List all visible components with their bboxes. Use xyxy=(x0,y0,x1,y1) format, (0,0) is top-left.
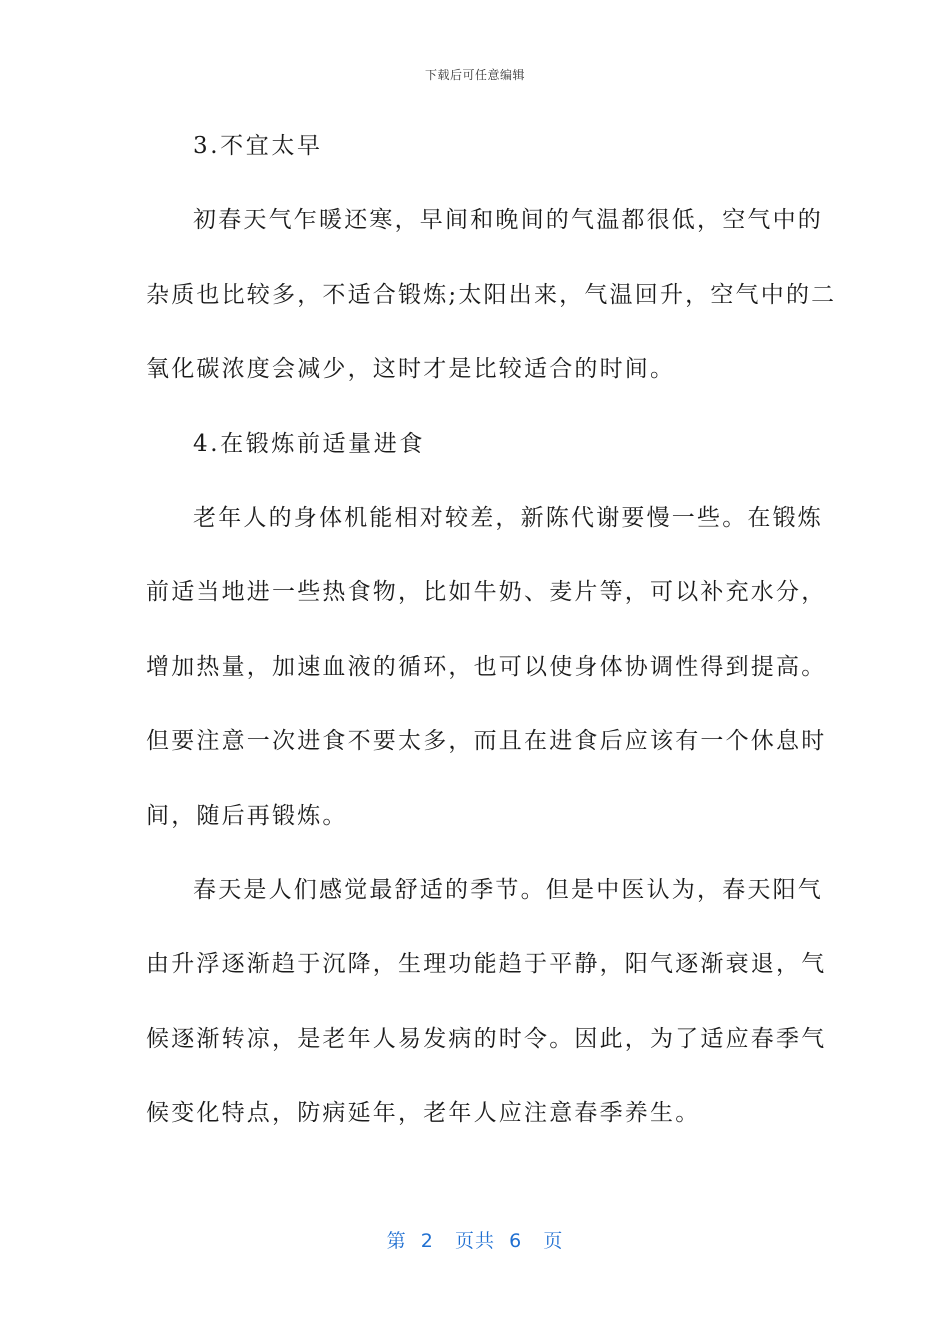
paragraph-line: 但要注意一次进食不要太多，而且在进食后应该有一个休息时 xyxy=(146,728,827,755)
footer-prefix: 第 xyxy=(386,1230,407,1252)
document-body xyxy=(146,126,837,1167)
section-heading-3: 3.不宜太早 xyxy=(193,133,323,159)
paragraph-line: 氧化碳浓度会减少，这时才是比较适合的时间。 xyxy=(146,356,676,383)
page-footer xyxy=(0,1226,950,1253)
paragraph-line: 初春天气乍暖还寒，早间和晚间的气温都很低，空气中的 xyxy=(193,207,823,234)
current-page-number: 2 xyxy=(420,1230,434,1252)
total-pages-number: 6 xyxy=(509,1230,523,1252)
footer-middle: 页共 xyxy=(454,1230,495,1252)
paragraph-line: 候逐渐转凉，是老年人易发病的时令。因此，为了适应春季气 xyxy=(146,1025,827,1052)
section-heading-4: 4.在锻炼前适量进食 xyxy=(193,430,425,457)
paragraph-line: 前适当地进一些热食物，比如牛奶、麦片等，可以补充水分， xyxy=(146,579,827,606)
footer-suffix: 页 xyxy=(543,1230,564,1252)
paragraph-line: 增加热量，加速血液的循环，也可以使身体协调性得到提高。 xyxy=(146,653,827,680)
paragraph-line: 杂质也比较多，不适合锻炼;太阳出来，气温回升，空气中的二 xyxy=(146,281,837,308)
page-header: 下载后可任意编辑 xyxy=(424,68,525,82)
paragraph-line: 老年人的身体机能相对较差，新陈代谢要慢一些。在锻炼 xyxy=(193,504,823,531)
paragraph-line: 间，随后再锻炼。 xyxy=(146,802,348,829)
paragraph-line: 候变化特点，防病延年，老年人应注意春季养生。 xyxy=(146,1100,701,1127)
paragraph-line: 由升浮逐渐趋于沉降，生理功能趋于平静，阳气逐渐衰退，气 xyxy=(146,951,827,978)
paragraph-line: 春天是人们感觉最舒适的季节。但是中医认为，春天阳气 xyxy=(193,876,823,903)
